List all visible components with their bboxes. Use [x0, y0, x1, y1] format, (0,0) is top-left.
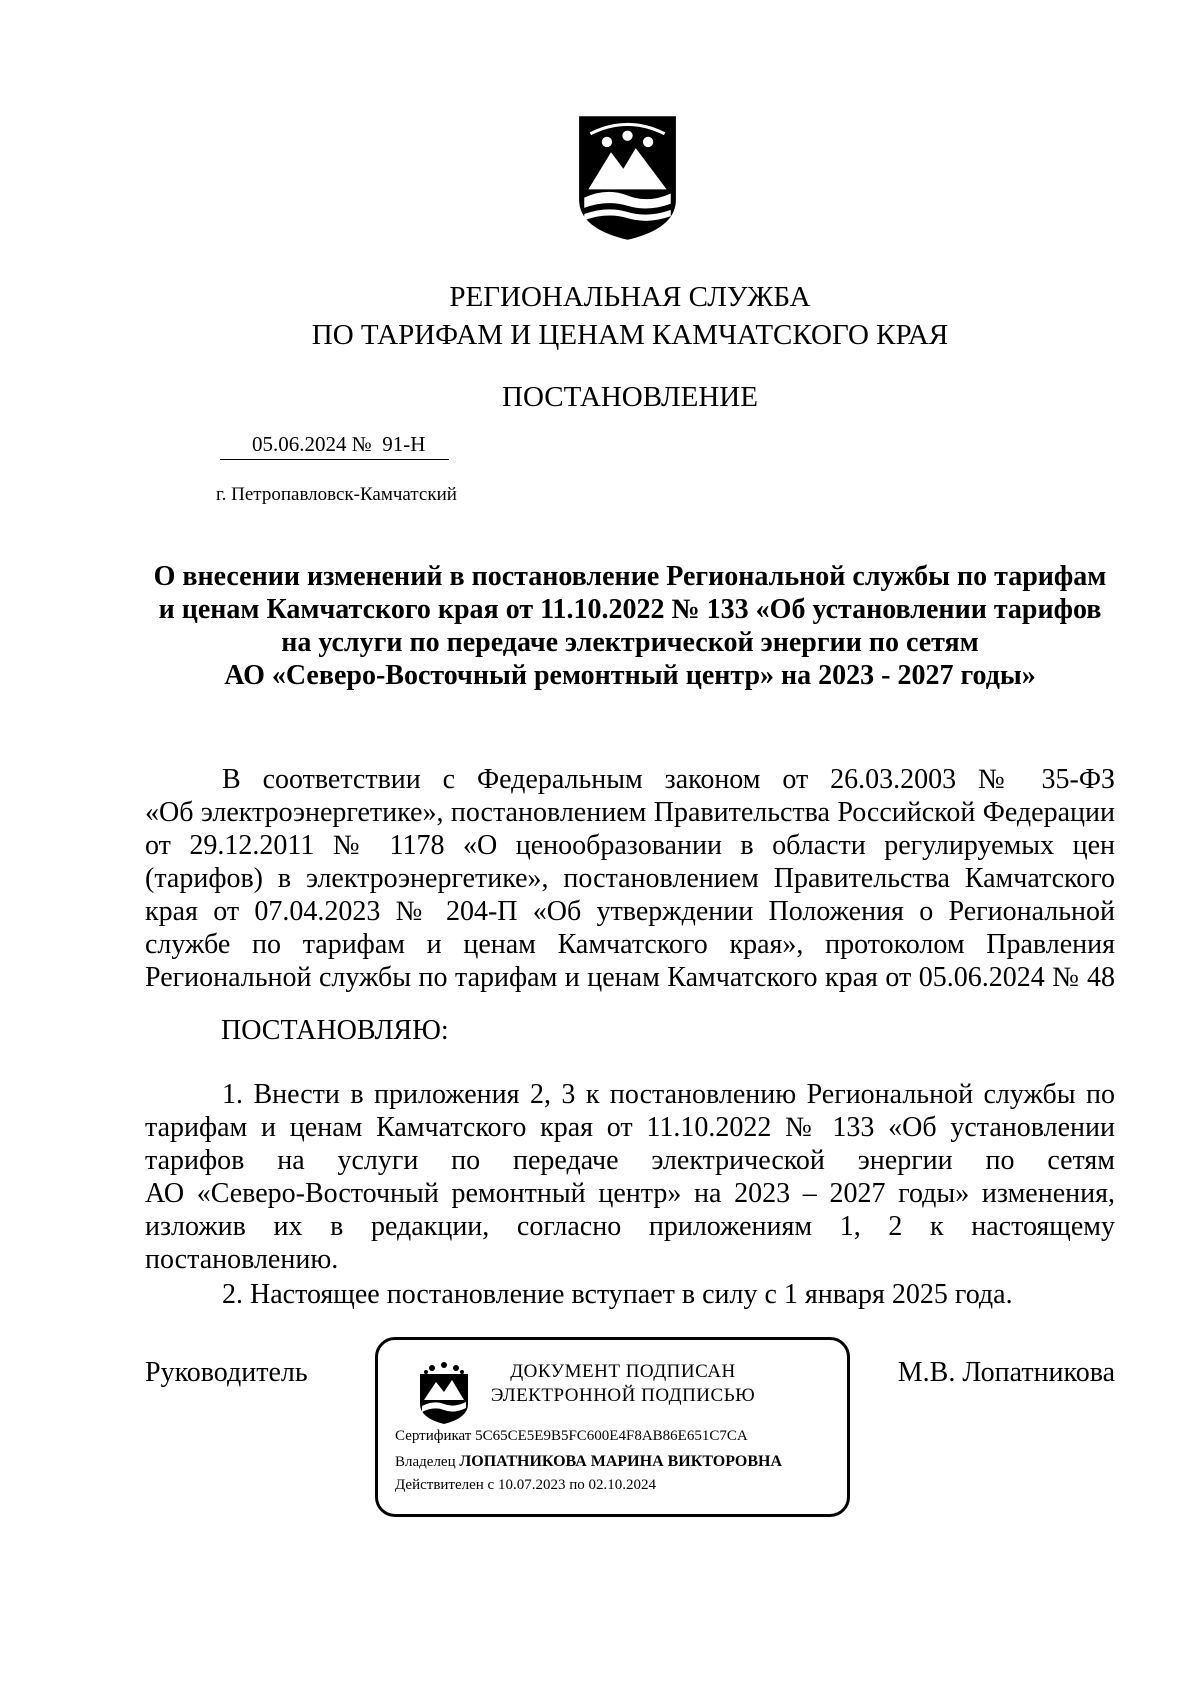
stamp-certificate [395, 1428, 748, 1445]
text-line: постановлению. [145, 1244, 339, 1275]
stamp-owner [395, 1453, 782, 1471]
electronic-signature-stamp [375, 1337, 850, 1517]
signer-name: М.В. Лопатникова [897, 1357, 1115, 1388]
text-line: Региональной службы по тарифам и ценам Камчатского края от 05.06.2024 № 48 [145, 962, 1115, 993]
text-line: 2. Настоящее постановление вступает в силу с 1 января 2025 года. [222, 1279, 1013, 1310]
stamp-validity [395, 1477, 656, 1494]
text-line: «Об электроэнергетике», постановлением Правительства Российской Федерации [145, 797, 1115, 828]
stamp-valid-to: 02.10.2024 [588, 1477, 656, 1493]
decree-word: ПОСТАНОВЛЯЮ: [221, 1015, 449, 1046]
stamp-heading-2: ЭЛЕКТРОННОЙ ПОДПИСЬЮ [490, 1385, 756, 1406]
stamp-valid-label: Действителен с [395, 1477, 495, 1493]
title-line: О внесении изменений в постановление Региональной службы по тарифам [153, 561, 1107, 592]
org-name-line-2: ПО ТАРИФАМ И ЦЕНАМ КАМЧАТСКОГО КРАЯ [311, 319, 949, 351]
document-title [145, 560, 1115, 692]
stamp-valid-to-label: по [569, 1477, 585, 1493]
date-and-number: 05.06.2024 № 91-Н [220, 432, 449, 460]
item-2-paragraph [145, 1278, 1115, 1311]
document-type: ПОСТАНОВЛЕНИЕ [502, 381, 758, 413]
title-line: на услуги по передаче электрической энергии по сетям [281, 627, 979, 658]
stamp-owner-value: ЛОПАТНИКОВА МАРИНА ВИКТОРОВНА [459, 1453, 783, 1470]
signer-position: Руководитель [145, 1357, 308, 1388]
stamp-cert-label: Сертификат [395, 1428, 472, 1444]
text-line: от 29.12.2011 № 1178 «О ценообразовании в области регулируемых цен [145, 830, 1115, 861]
text-line: тарифам и ценам Камчатского края от 11.10.2022 № 133 «Об установлении [145, 1112, 1115, 1143]
text-line: тарифов на услуги по передаче электрической энергии по сетям [145, 1145, 1115, 1176]
text-line: края от 07.04.2023 № 204-П «Об утверждении Положения о Региональной [145, 896, 1115, 927]
text-line: В соответствии с Федеральным законом от 26.03.2003 № 35-ФЗ [222, 764, 1115, 795]
city: г. Петропавловск-Камчатский [216, 484, 457, 505]
title-line: и ценам Камчатского края от 11.10.2022 № 133 «Об установлении тарифов [158, 594, 1102, 625]
org-name-line-1: РЕГИОНАЛЬНАЯ СЛУЖБА [449, 281, 811, 313]
stamp-heading-1: ДОКУМЕНТ ПОДПИСАН [510, 1361, 736, 1382]
text-line: (тарифов) в электроэнергетике», постановлением Правительства Камчатского [145, 863, 1115, 894]
text-line: изложив их в редакции, согласно приложениям 1, 2 к настоящему [145, 1211, 1115, 1242]
stamp-coat-of-arms-icon [418, 1360, 470, 1426]
item-1-paragraph [145, 1078, 1115, 1276]
text-line: службе по тарифам и ценам Камчатского края», протоколом Правления [145, 929, 1115, 960]
title-line: АО «Северо-Восточный ремонтный центр» на 2023 - 2027 годы» [224, 660, 1036, 691]
text-line: АО «Северо-Восточный ремонтный центр» на 2023 – 2027 годы» изменения, [145, 1178, 1115, 1209]
text-line: 1. Внести в приложения 2, 3 к постановлению Региональной службы по [222, 1079, 1115, 1110]
stamp-cert-value: 5C65CE5E9B5FC600E4F8AB86E651C7CA [475, 1428, 748, 1444]
preamble-paragraph [145, 763, 1115, 994]
coat-of-arms-icon [576, 113, 679, 243]
stamp-valid-from: 10.07.2023 [497, 1477, 566, 1493]
stamp-owner-label: Владелец [395, 1454, 456, 1470]
